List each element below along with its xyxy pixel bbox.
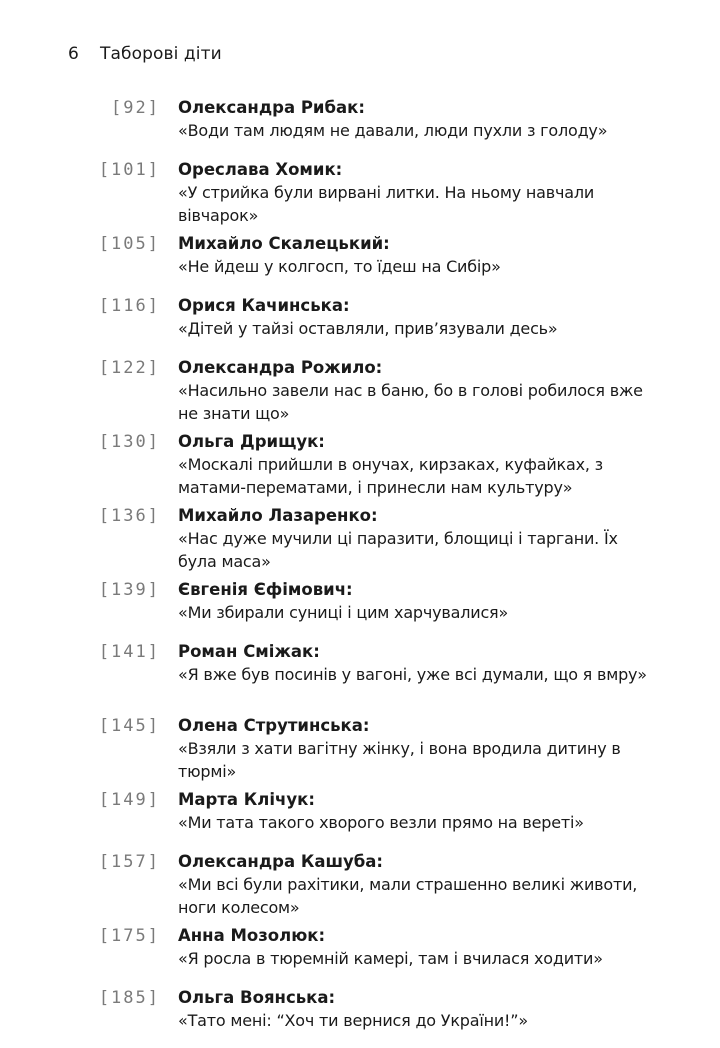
toc-entry [0,640,720,714]
entry-body [178,294,648,340]
toc-entry [0,850,720,924]
entry-quote: «У стрийка були вирвані литки. На ньому навчали вівчарок» [178,183,595,225]
entry-name: Орися Качинська: [178,296,350,315]
toc-entry [0,714,720,788]
toc-entry [0,96,720,158]
entry-quote: «Води там людям не давали, люди пухли з голоду» [178,121,608,140]
entry-quote: «Ми тата такого хворого везли прямо на вереті» [178,813,584,832]
entry-name: Роман Сміжак: [178,642,320,661]
entry-quote: «Не йдеш у колгосп, то їдеш на Сибір» [178,257,501,276]
entry-quote: «Дітей у тайзі оставляли, прив’язували десь» [178,319,558,338]
entry-page-ref: [92] [111,98,160,118]
entry-body [178,430,648,499]
entry-name: Олена Струтинська: [178,716,370,735]
entry-name: Михайло Лазаренко: [178,506,378,525]
running-head [68,44,222,64]
entry-page-ref: [157] [98,852,160,872]
entry-body [178,356,648,425]
entry-page-ref: [122] [98,358,160,378]
entry-body [178,578,648,624]
entry-page-ref: [149] [98,790,160,810]
toc-entry [0,578,720,640]
entry-body [178,788,648,834]
entry-quote: «Я росла в тюремній камері, там і вчилася ходити» [178,949,603,968]
entry-body [178,504,648,573]
entry-body [178,232,648,278]
entry-name: Ольга Воянська: [178,988,336,1007]
running-title: Таборові діти [100,44,222,64]
entry-name: Олександра Кашуба: [178,852,383,871]
entry-quote: «Ми збирали суниці і цим харчувалися» [178,603,509,622]
toc-entry [0,788,720,850]
entry-body [178,158,648,227]
entry-quote: «Ми всі були рахітики, мали страшенно великі животи, ноги колесом» [178,875,638,917]
entry-page-ref: [175] [98,926,160,946]
entry-page-ref: [185] [98,988,160,1008]
toc-entry [0,986,720,1048]
entry-body [178,850,648,919]
entry-quote: «Москалі прийшли в онучах, кирзаках, куфайках, з матами-перематами, і принесли нам культуру» [178,455,603,497]
entry-body [178,714,648,783]
entry-name: Олександра Рожило: [178,358,383,377]
entry-page-ref: [145] [98,716,160,736]
entry-body [178,986,648,1032]
entry-page-ref: [139] [98,580,160,600]
entry-name: Орeслава Хомик: [178,160,343,179]
toc-entry [0,504,720,578]
entry-quote: «Взяли з хати вагітну жінку, і вона вродила дитину в тюрмі» [178,739,621,781]
toc-entry [0,430,720,504]
entry-name: Олександра Рибак: [178,98,365,117]
entry-page-ref: [130] [98,432,160,452]
entry-page-ref: [116] [98,296,160,316]
toc-entry [0,356,720,430]
entry-page-ref: [105] [98,234,160,254]
entry-quote: «Нас дуже мучили ці паразити, блощиці і таргани. Їх була маса» [178,529,618,571]
toc-entry [0,232,720,294]
entry-body [178,924,648,970]
entry-quote: «Я вже був посинів у вагоні, уже всі думали, що я вмру» [178,665,647,684]
entry-name: Михайло Скалецький: [178,234,390,253]
toc-entry [0,924,720,986]
entry-page-ref: [141] [98,642,160,662]
toc-entry [0,294,720,356]
entry-body [178,640,648,686]
entry-quote: «Насильно завели нас в баню, бо в голові робилося вже не знати що» [178,381,643,423]
entry-name: Ольга Дрищук: [178,432,325,451]
entry-page-ref: [101] [98,160,160,180]
entry-name: Євгенія Єфімович: [178,580,353,599]
entry-body [178,96,648,142]
page-number: 6 [68,44,79,64]
toc-entry [0,158,720,232]
entry-name: Анна Мозолюк: [178,926,326,945]
entry-name: Марта Клічук: [178,790,315,809]
entry-quote: «Тато мені: “Хоч ти вернися до України!”» [178,1011,528,1030]
entry-page-ref: [136] [98,506,160,526]
table-of-contents [0,96,720,1048]
